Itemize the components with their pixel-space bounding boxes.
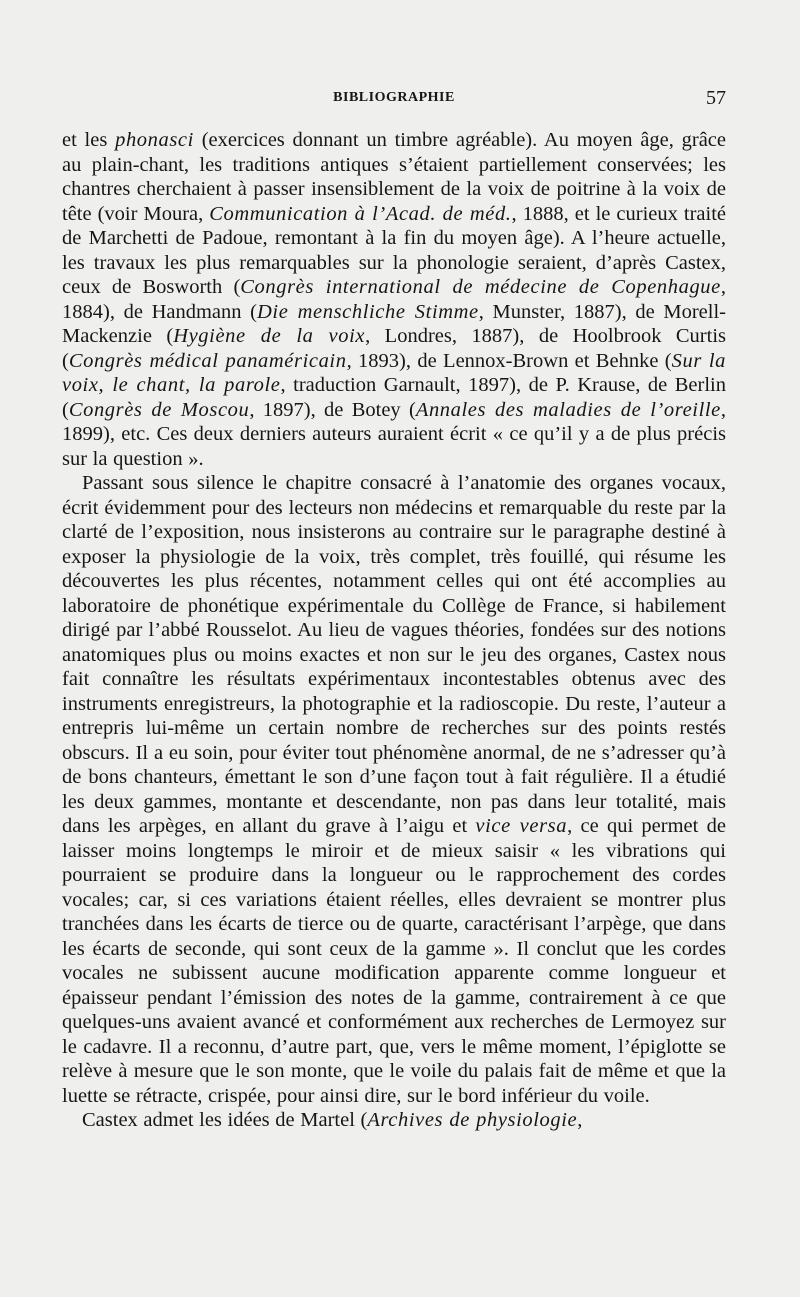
paragraph-1	[62, 128, 726, 471]
paragraph-2	[62, 471, 726, 1108]
italic-citation: Congrès de Moscou	[68, 398, 250, 421]
text-run: Castex admet les idées de Martel (	[82, 1109, 368, 1131]
text-run: , Munster, 1887), de Morell-Mackenzie (	[62, 300, 726, 347]
italic-citation: Congrès médical panaméricain	[68, 349, 347, 372]
paragraph-3	[62, 1108, 726, 1133]
text-run: ,	[577, 1109, 583, 1131]
italic-citation: Hygiène de la voix	[173, 325, 366, 347]
text-run: , 1884), de Handmann (	[62, 276, 726, 323]
text-run: , 1888, et le curieux traité de Marchetti de Padoue, remontant à la fin du moyen âge). A l’heure actuelle, les travaux les plus remarquables sur la phonologie seraient, d’après Castex, ceux de Bosworth (	[62, 202, 727, 298]
text-run: , 1897), de Botey (	[249, 398, 416, 421]
text-run: Passant sous silence le chapitre consacré à l’anatomie des organes vocaux, écrit évidemment pour des lecteurs non médecins et remarquable du reste par la clarté de l’exposition, nous insisterons au contraire sur le paragraphe destiné à exposer la physiologie de la voix, très complet, très fouillé, qui résume les découvertes les plus récentes, notamment celles qui ont été accomplies au laboratoire de phonétique expérimentale du Collège de France, si habilement dirigé par l’abbé Rousselot. Au lieu de vagues théories, fondées sur des notions anatomiques plus ou moins exactes et non sur le jeu des organes, Castex nous fait connaître les résultats expérimentaux incontestables obtenus avec des instruments enregistreurs, la photographie et la radioscopie. Du reste, l’auteur a entrepris lui-même un certain nombre de recherches sur des points restés obscurs. Il a eu soin, pour éviter tout phénomène anormal, de ne s’adresser qu’à de bons chanteurs, émettant le son d’une façon tout à fait régulière. Il a étudié les deux gammes, montante et descendante, non pas dans leur totalité, mais dans les arpèges, en allant du grave à l’aigu et	[62, 472, 726, 837]
italic-citation: Die menschliche Stimme	[257, 300, 479, 323]
text-run: , 1899), etc. Ces deux derniers auteurs auraient écrit « ce qu’il y a de plus précis sur la question ».	[62, 398, 726, 470]
italic-citation: Annales des maladies de l’oreille	[415, 398, 721, 421]
text-run: et les	[62, 129, 116, 151]
text-run: (exercices donnant un timbre agréable). Au moyen âge, grâce au plain-chant, les traditions antiques s’étaient partiellement conservées; les chantres cherchaient à passer insensiblement de la voix de poitrine à la voix de tête (voir Moura,	[62, 129, 726, 225]
text-run: , 1893), de Lennox-Brown et Behnke (	[346, 349, 672, 372]
section-title: BIBLIOGRAPHIE	[333, 90, 455, 105]
text-run: , Londres, 1887), de Hoolbrook Curtis (	[62, 325, 727, 372]
italic-citation: Sur la voix, le chant, la parole	[62, 349, 727, 396]
text-run: , ce qui permet de laisser moins longtemps le miroir et de mieux saisir « les vibrations qui pourraient se produire dans la longueur ou le rapprochement des cordes vocales; car, si ces variations étaient réelles, elles devraient se montrer plus tranchées dans les écarts de tierce ou de quarte, caractérisant l’arpège, que dans les écarts de seconde, qui sont ceux de la gamme ». Il conclut que les cordes vocales ne subissent aucune modification apparente comme longueur et épaisseur pendant l’émission des notes de la gamme, contrairement à ce que quelques-uns avaient avancé et conformément aux recherches de Lermoyez sur le cadavre. Il a reconnu, d’autre part, que, vers le même moment, l’épiglotte se relève à mesure que le son monte, que le voile du palais fait de même et que la luette se rétracte, crispée, pour ainsi dire, sur le bord inférieur du voile.	[62, 815, 726, 1107]
text-run: , traduction Garnault, 1897), de P. Krause, de Berlin (	[62, 374, 726, 421]
page-number: 57	[706, 87, 726, 109]
italic-citation: Archives de physiologie	[367, 1109, 578, 1131]
italic-citation: Communication à l’Acad. de méd.	[209, 202, 512, 225]
italic-citation: Congrès international de médecine de Copenhague	[240, 276, 721, 298]
running-head	[62, 87, 726, 112]
italic-citation: vice versa	[475, 815, 568, 837]
body-text	[62, 128, 726, 1133]
italic-citation: phonasci	[115, 129, 194, 151]
